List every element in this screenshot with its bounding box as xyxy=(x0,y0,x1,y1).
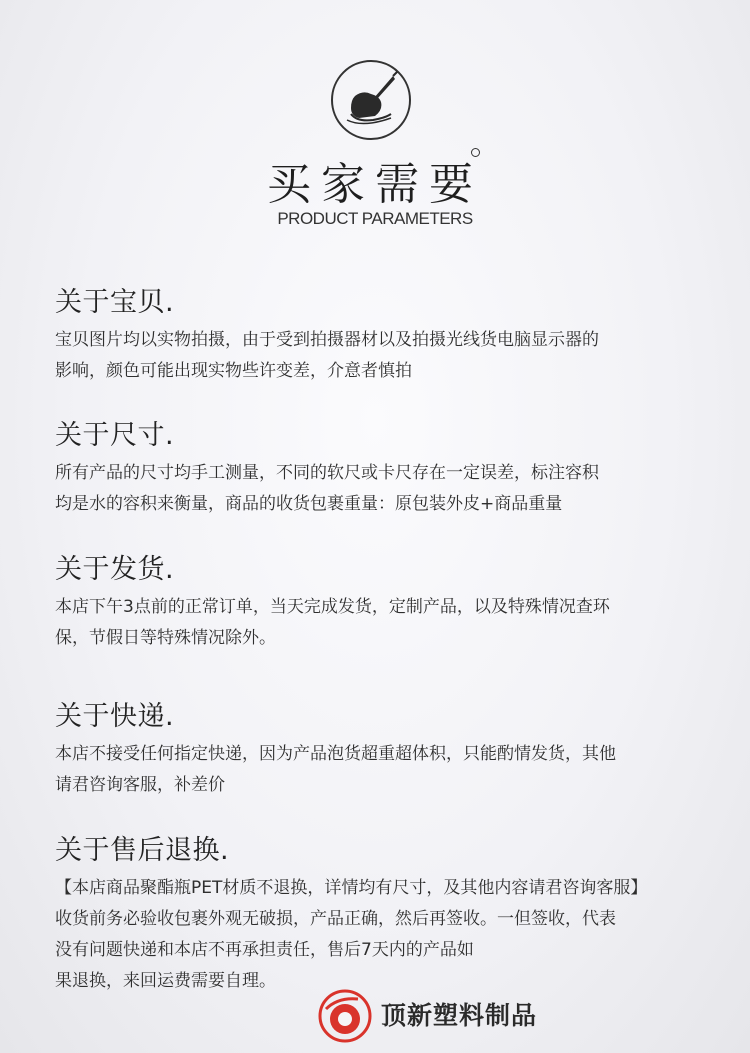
section-title: 关于宝贝. xyxy=(55,287,175,318)
section-title: 关于尺寸. xyxy=(55,420,175,451)
section-text-line: 果退换，来回运费需要自理。 xyxy=(55,971,276,991)
section-text-line: 没有问题快递和本店不再承担责任，售后7天内的产品如 xyxy=(55,940,474,960)
section-text-line: 【本店商品聚酯瓶PET材质不退换，详情均有尺寸，及其他内容请君咨询客服】 xyxy=(55,878,648,898)
section-about-size xyxy=(55,419,715,520)
section-title: 关于发货. xyxy=(55,554,175,585)
section-text-line: 收货前务必验收包裹外观无破损，产品正确，然后再签收。一但签收，代表 xyxy=(55,909,616,929)
registered-mark xyxy=(471,148,480,157)
section-text-line: 所有产品的尺寸均手工测量，不同的软尺或卡尺存在一定误差，标注容积 xyxy=(55,463,599,483)
section-title: 关于售后退换. xyxy=(55,835,230,866)
section-text-line: 保，节假日等特殊情况除外。 xyxy=(55,628,276,648)
section-about-shipping xyxy=(55,553,715,654)
section-about-item xyxy=(55,286,715,387)
section-after-sales xyxy=(55,834,715,997)
company-logo-icon xyxy=(318,989,372,1043)
brand-title: 买家需要 xyxy=(267,159,483,210)
hand-writing-pen-icon xyxy=(331,60,411,140)
brand-subtitle: PRODUCT PARAMETERS xyxy=(277,209,473,228)
section-text-line: 宝贝图片均以实物拍摄，由于受到拍摄器材以及拍摄光线货电脑显示器的 xyxy=(55,330,599,350)
section-text-line: 影响，颜色可能出现实物些许变差，介意者慎拍 xyxy=(55,361,412,381)
section-about-express xyxy=(55,700,715,801)
section-text-line: 均是水的容积来衡量，商品的收货包裹重量：原包装外皮+商品重量 xyxy=(55,494,563,514)
section-title: 关于快递. xyxy=(55,701,175,732)
company-name: 顶新塑料制品 xyxy=(381,1001,538,1030)
page-header xyxy=(0,0,750,240)
section-text-line: 请君咨询客服，补差价 xyxy=(55,775,225,795)
section-text-line: 本店下午3点前的正常订单，当天完成发货，定制产品，以及特殊情况查环 xyxy=(55,597,610,617)
section-text-line: 本店不接受任何指定快递，因为产品泡货超重超体积，只能酌情发货，其他 xyxy=(55,744,616,764)
